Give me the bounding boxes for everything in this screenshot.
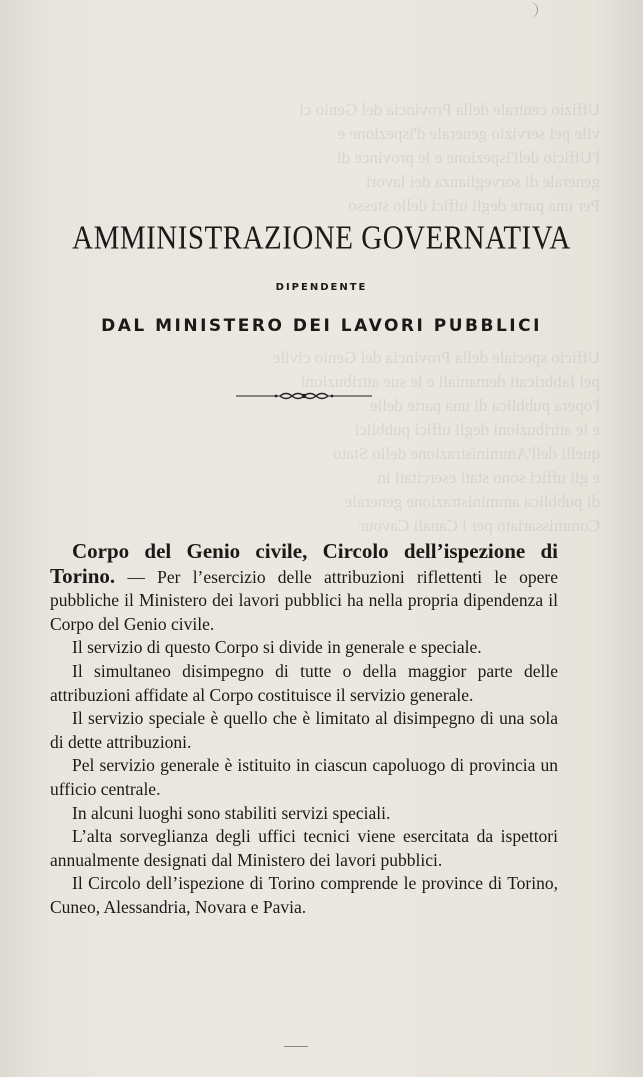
section-body [50, 540, 558, 920]
section-paragraph: Il simultaneo disimpegno di tutte o della maggior parte delle attribuzioni affidate al Corpo costituisce il servizio generale. [50, 660, 558, 705]
scroll-ornament-icon [236, 389, 372, 403]
section-paragraph: In alcuni luoghi sono stabiliti servizi speciali. [72, 802, 391, 823]
section-paragraph: Pel servizio generale è istituito in ciascun capoluogo di provincia un ufficio centrale. [50, 755, 558, 799]
section-paragraph [50, 540, 558, 636]
footer-rule [284, 1046, 308, 1047]
section-paragraph: Il servizio speciale è quello che è limitato al disimpegno di una sola di dette attribuzioni. [50, 708, 558, 752]
section-paragraph: Il servizio di questo Corpo si divide in generale e speciale. [72, 637, 482, 658]
page-subtitle: DIPENDENTE [275, 282, 368, 293]
page-title: AMMINISTRAZIONE GOVERNATIVA [72, 219, 571, 257]
book-page: Uffizio centrale della Provincia del Genio ci vile pel servizio generale d'ispezione e l'Ufficio dell'ispezione e le province di generale di sorveglianza dei lavori Per una parte degli uffici dello stesso Ufficio speciale della Provincia del Genio civile pel fabbricati demaniali e le sue attribuzioni l'opera pubblica di una parte delle e le attribuzioni degli uffici pubblici quelli dell'Amministrazione dello Stato e gli uffici sono stati esercitati in di pubblica amministrazione generale Commissariato per i Canali Cavour AMMINISTRAZIONE GOVERNATIVA DIPENDENTE DAL MINISTERO DEI LAVORI PUBBLICI Corpo del Genio civile, Circolo dell’ispezione di Torino. — Per l’esercizio delle attribuzioni riflettenti le opere pubbliche il Ministero dei lavori pubblici ha nella propria dipendenza il Corpo del Genio civile. Il servizio di questo Corpo si divide in generale e speciale. Il simultaneo disimpegno di tutte o della maggior parte delle attribuzioni affidate al Corpo costituisce il servizio generale. Il servizio speciale è quello che è limitato al disimpegno di una sola di dette attribuzioni. Pel servizio generale è istituito in ciascun capoluogo di provincia un ufficio centrale. In alcuni luoghi sono stabiliti servizi speciali. L’alta sorveglianza degli uffici tecnici viene esercitata da ispettori annualmente designati dal Ministero dei lavori pubblici. Il Circolo dell’ispezione di Torino comprende le province di Torino, Cuneo, Alessandria, Novara e Pavia. [0, 0, 643, 1077]
section-paragraph: Il Circolo dell’ispezione di Torino comprende le province di Torino, Cuneo, Alessandria, Novara e Pavia. [50, 873, 558, 917]
section-heading: Corpo del Genio civile, Circolo dell’ispezione di Torino. [50, 539, 558, 588]
page-corner-mark [529, 2, 538, 18]
ministry-title: DAL MINISTERO DEI LAVORI PUBBLICI [101, 316, 542, 336]
section-paragraph: L’alta sorveglianza degli uffici tecnici viene esercitata da ispettori annualmente designati dal Ministero dei lavori pubblici. [50, 826, 558, 870]
paragraph-text: — Per l’esercizio delle attribuzioni riflettenti le opere pubbliche il Ministero dei lavori pubblici ha nella propria dipendenza il Corpo del Genio civile. [50, 566, 559, 634]
